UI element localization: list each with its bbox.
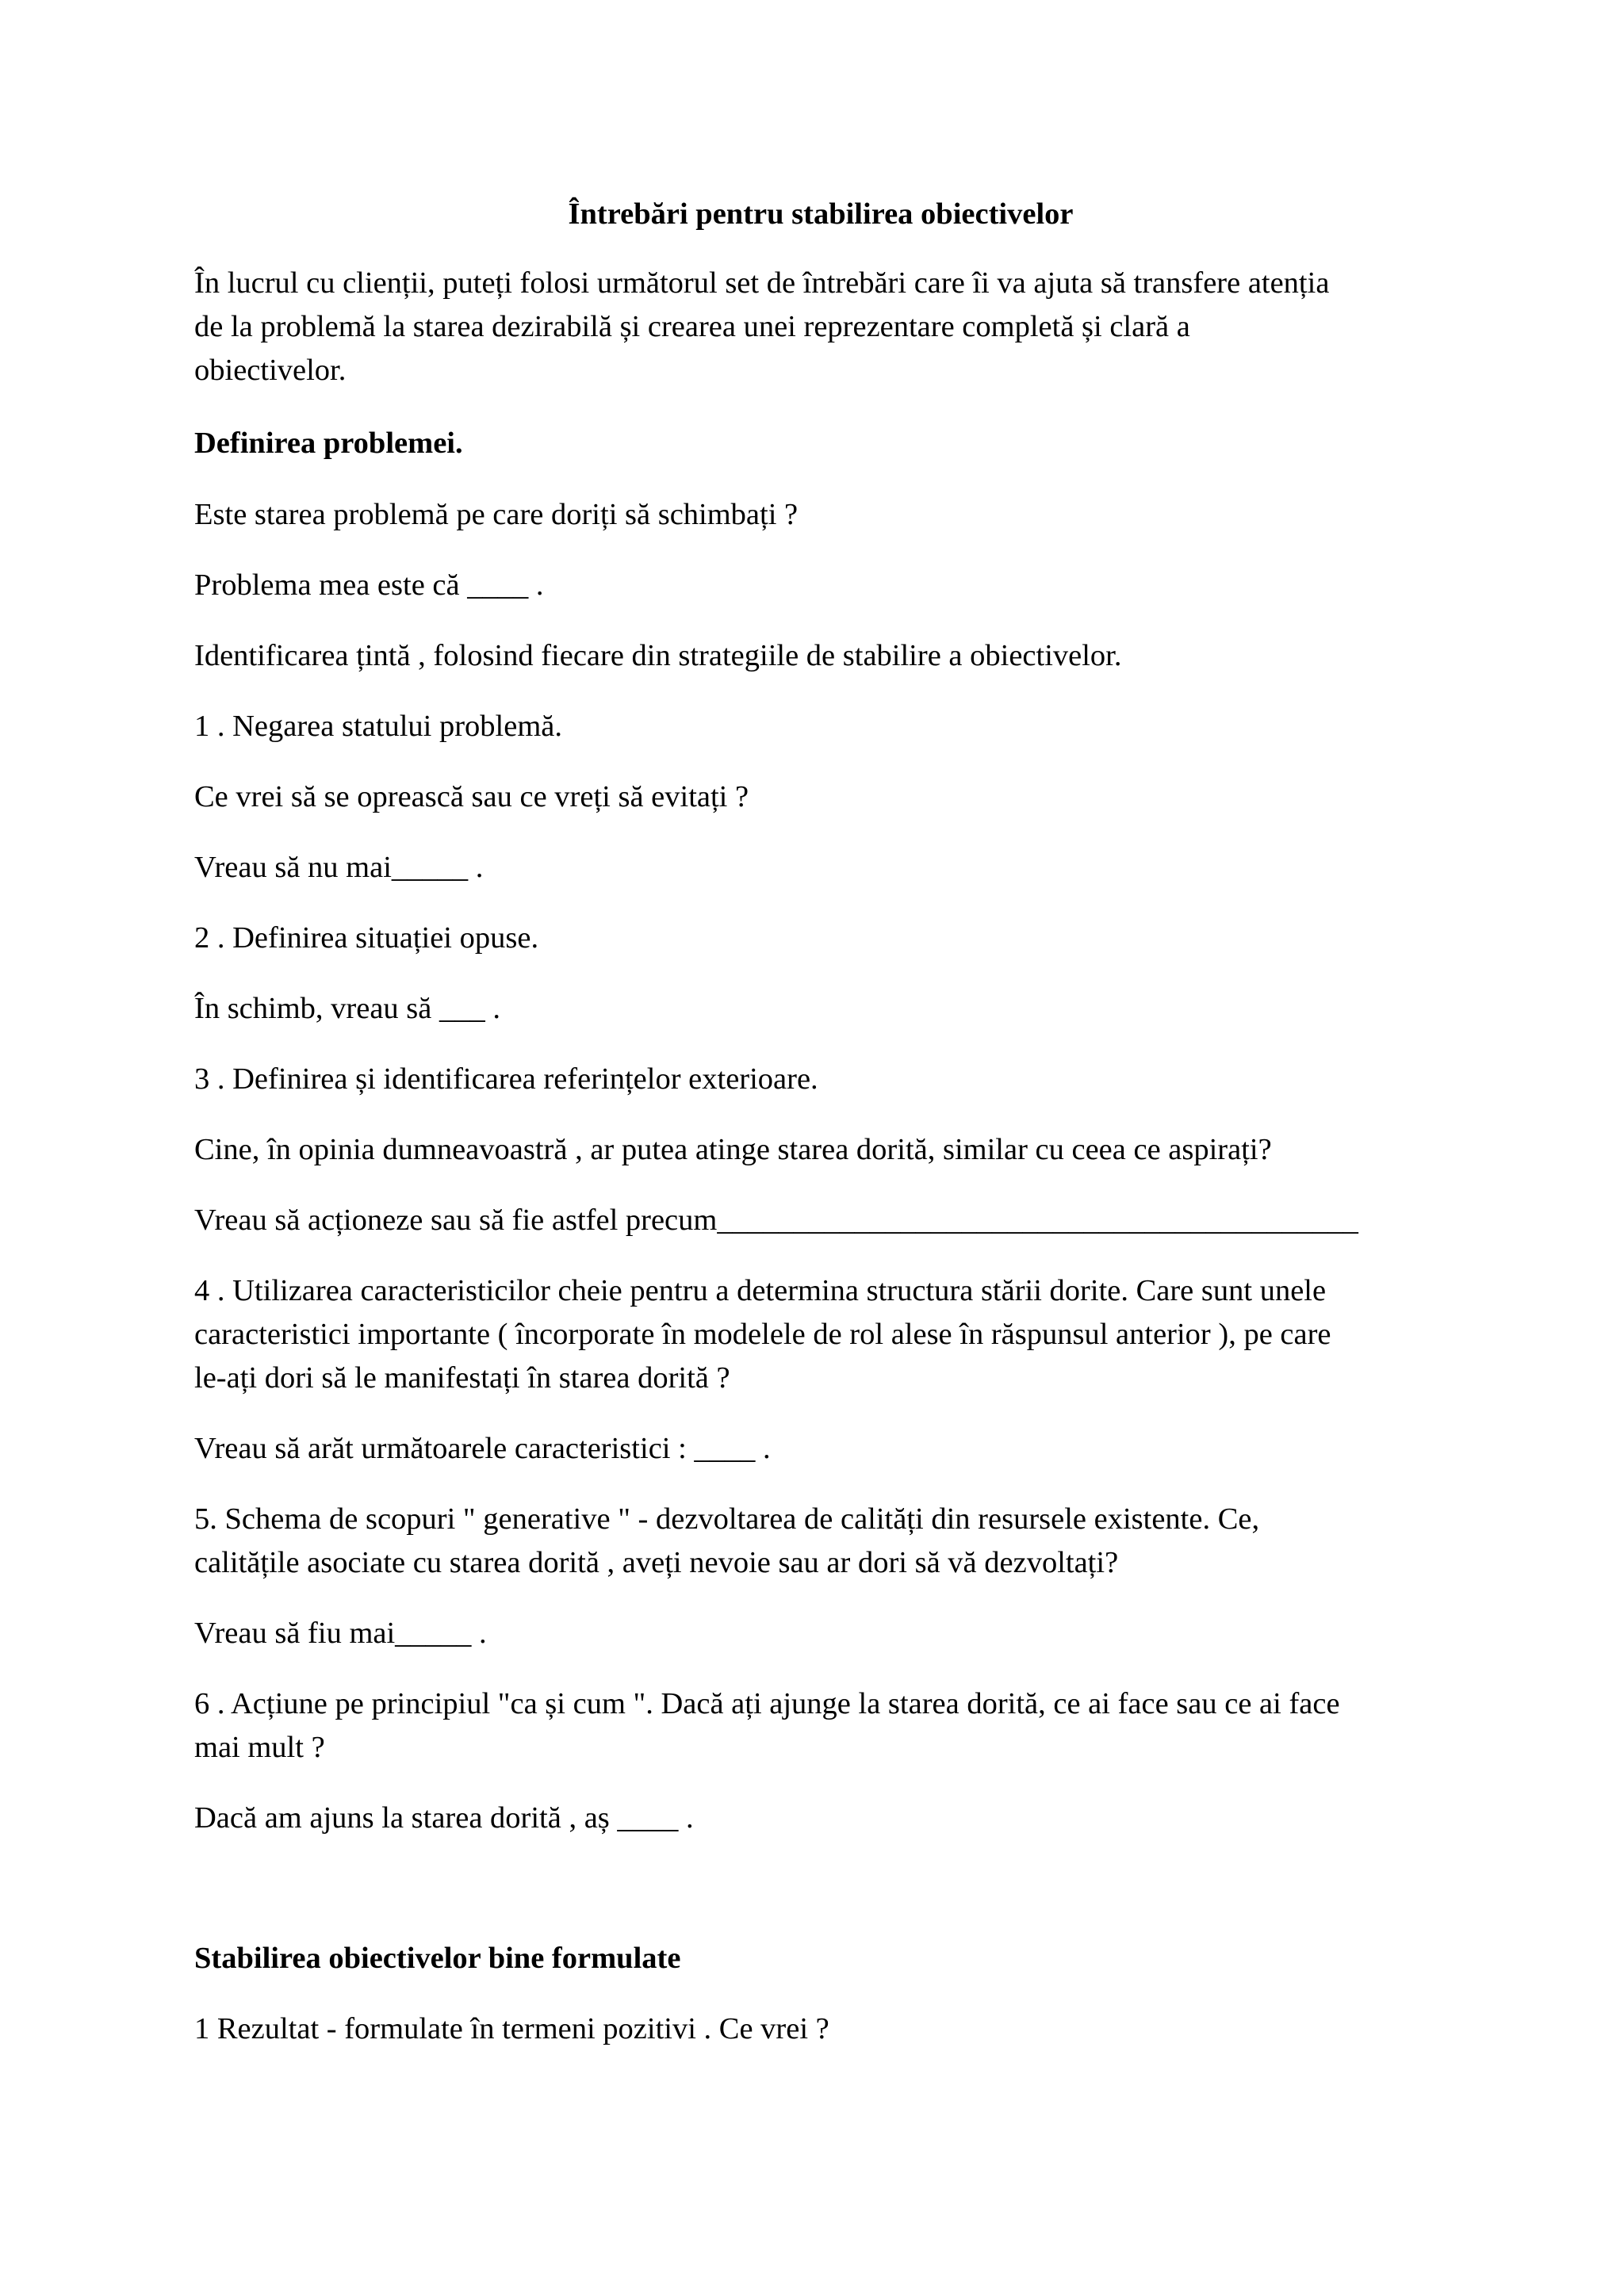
strategy-3-answer: Vreau să acționeze sau să fie astfel precum__________________________________________ (194, 1203, 1358, 1237)
strategy-4-line-2: caracteristici importante ( încorporate în modelele de rol alese în răspunsul anterior ), pe care (194, 1318, 1331, 1351)
strategy-6-answer: Dacă am ajuns la starea dorită , aș ____ . (194, 1801, 694, 1835)
problem-answer: Problema mea este că ____ . (194, 568, 544, 602)
strategy-5-line-1: 5. Schema de scopuri " generative " - dezvoltarea de calități din resursele existente. Ce, (194, 1502, 1260, 1536)
result-item-1: 1 Rezultat - formulate în termeni pozitivi . Ce vrei ? (194, 2012, 829, 2045)
intro-line-1: În lucrul cu clienții, puteți folosi următorul set de întrebări care îi va ajuta să transfere atenția (194, 266, 1330, 300)
strategy-3-title: 3 . Definirea și identificarea referințelor exterioare. (194, 1062, 818, 1096)
strategy-4-answer: Vreau să arăt următoarele caracteristici : ____ . (194, 1432, 771, 1465)
intro-line-3: obiectivelor. (194, 354, 347, 387)
strategy-1-question: Ce vrei să se oprească sau ce vreți să evitați ? (194, 780, 749, 813)
strategy-6-line-2: mai mult ? (194, 1731, 325, 1764)
problem-question: Este starea problemă pe care doriți să schimbați ? (194, 498, 799, 531)
strategy-4-line-3: le-ați dori să le manifestați în starea dorită ? (194, 1361, 730, 1395)
strategy-2-answer: În schimb, vreau să ___ . (194, 992, 500, 1025)
strategy-1-answer: Vreau să nu mai_____ . (194, 851, 484, 884)
strategy-3-question: Cine, în opinia dumneavoastră , ar putea atinge starea dorită, similar cu ceea ce aspirați? (194, 1133, 1272, 1166)
section-heading-problem: Definirea problemei. (194, 427, 463, 460)
intro-line-2: de la problemă la starea dezirabilă și crearea unei reprezentare completă și clară a (194, 310, 1190, 343)
strategy-2-title: 2 . Definirea situației opuse. (194, 921, 539, 955)
strategy-4-line-1: 4 . Utilizarea caracteristicilor cheie pentru a determina structura stării dorite. Care sunt unele (194, 1274, 1327, 1307)
strategy-5-line-2: calitățile asociate cu starea dorită , aveți nevoie sau ar dori să vă dezvoltați? (194, 1546, 1119, 1579)
identify-target-text: Identificarea țintă , folosind fiecare din strategiile de stabilire a obiectivelor. (194, 639, 1122, 672)
strategy-1-title: 1 . Negarea statului problemă. (194, 710, 562, 743)
strategy-5-answer: Vreau să fiu mai_____ . (194, 1617, 487, 1650)
strategy-6-line-1: 6 . Acțiune pe principiul "ca și cum ". Dacă ați ajunge la starea dorită, ce ai face sau ce ai face (194, 1687, 1340, 1720)
document-title: Întrebări pentru stabilirea obiectivelor (568, 197, 1074, 231)
section-heading-goals: Stabilirea obiectivelor bine formulate (194, 1942, 681, 1975)
